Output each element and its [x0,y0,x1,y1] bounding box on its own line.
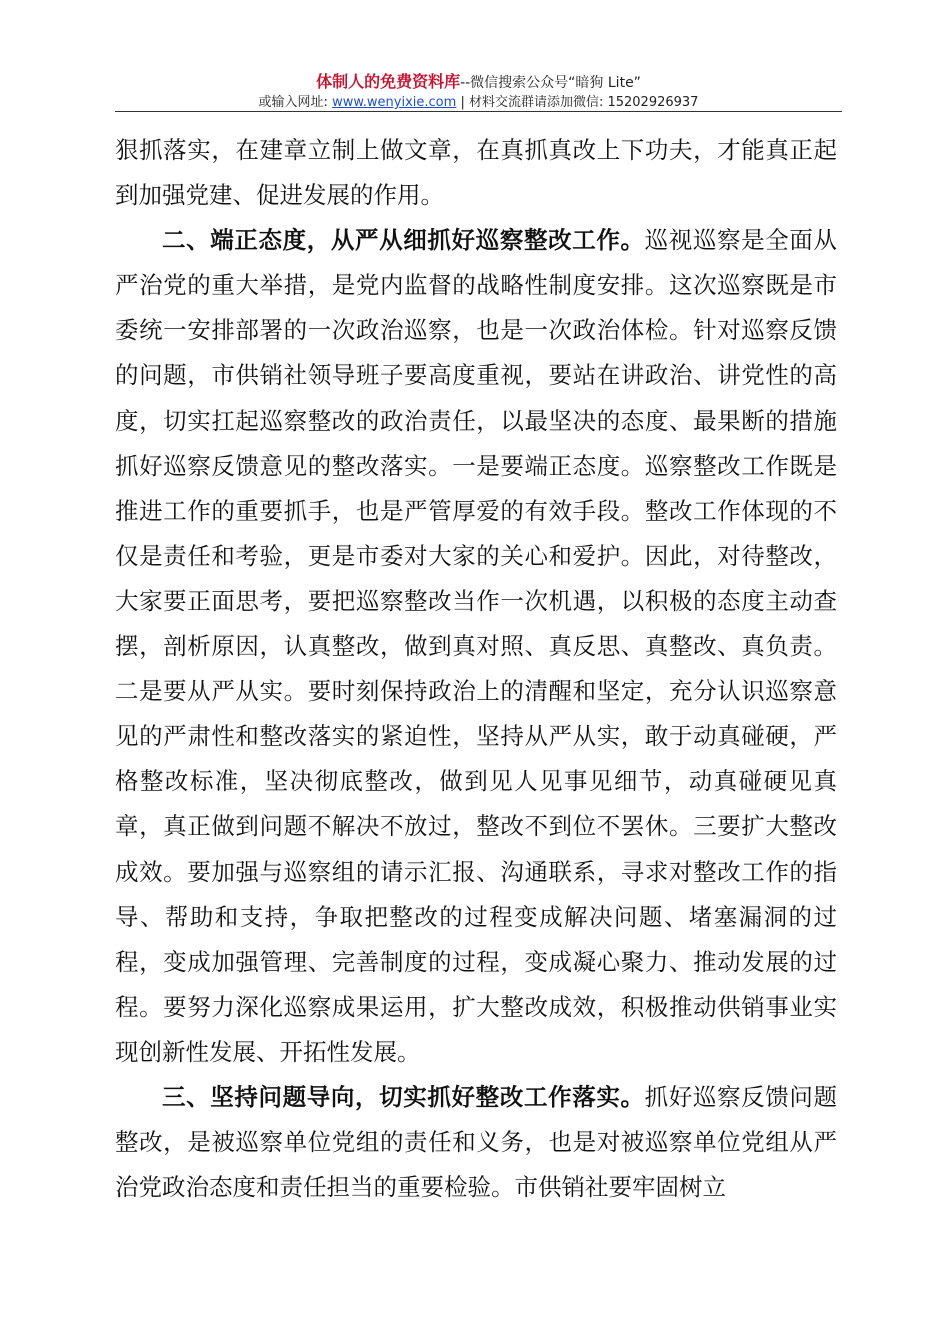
paragraph [115,1075,837,1210]
paragraph [115,218,837,1075]
paragraph-text: 巡视巡察是全面从严治党的重大举措，是党内监督的战略性制度安排。这次巡察既是市委统一安排部署的一次政治巡察，也是一次政治体检。针对巡察反馈的问题，市供销社领导班子要高度重视，要站在讲政治、讲党性的高度，切实扛起巡察整改的政治责任，以最坚决的态度、最果断的措施抓好巡察反馈意见的整改落实。一是要端正态度。巡察整改工作既是推进工作的重要抓手，也是严管厚爱的有效手段。整改工作体现的不仅是责任和考验，更是市委对大家的关心和爱护。因此，对待整改，大家要正面思考，要把巡察整改当作一次机遇，以积极的态度主动查摆，剖析原因，认真整改，做到真对照、真反思、真整改、真负责。二是要从严从实。要时刻保持政治上的清醒和坚定，充分认识巡察意见的严肃性和整改落实的紧迫性，坚持从严从实，敢于动真碰硬，严格整改标准，坚决彻底整改，做到见人见事见细节，动真碰硬见真章，真正做到问题不解决不放过，整改不到位不罢休。三要扩大整改成效。要加强与巡察组的请示汇报、沟通联系，寻求对整改工作的指导、帮助和支持，争取把整改的过程变成解决问题、堵塞漏洞的过程，变成加强管理、完善制度的过程，变成凝心聚力、推动发展的过程。要努力深化巡察成果运用，扩大整改成效，积极推动供销事业实现创新性发展、开拓性发展。 [115,226,838,1066]
header-tagline: --微信搜索公众号“暗狗 Lite” [460,75,641,91]
header-title: 体制人的免费资料库 [316,72,461,91]
header-contact-line [115,93,842,112]
website-link[interactable]: www.wenyixie.com [332,95,457,110]
page-header [115,72,842,112]
section-heading: 三、坚持问题导向，切实抓好整改工作落实。 [162,1082,645,1111]
paragraph [115,128,837,218]
header-divider [115,111,842,112]
section-heading: 二、端正态度，从严从细抓好巡察整改工作。 [162,226,645,255]
contact-info: | 材料交流群请添加微信: 15202926937 [460,95,699,110]
paragraph-text: 狠抓落实，在建章立制上做文章，在真抓真改上下功夫，才能真正起到加强党建、促进发展的作用。 [115,136,837,210]
paragraph-text: 抓好巡察反馈问题整改，是被巡察单位党组的责任和义务，也是对被巡察单位党组从严治党政治态度和责任担当的重要检验。市供销社要牢固树立 [115,1082,838,1202]
header-banner [115,72,842,93]
document-body [115,128,837,1210]
url-prefix: 或输入网址: [258,95,328,110]
